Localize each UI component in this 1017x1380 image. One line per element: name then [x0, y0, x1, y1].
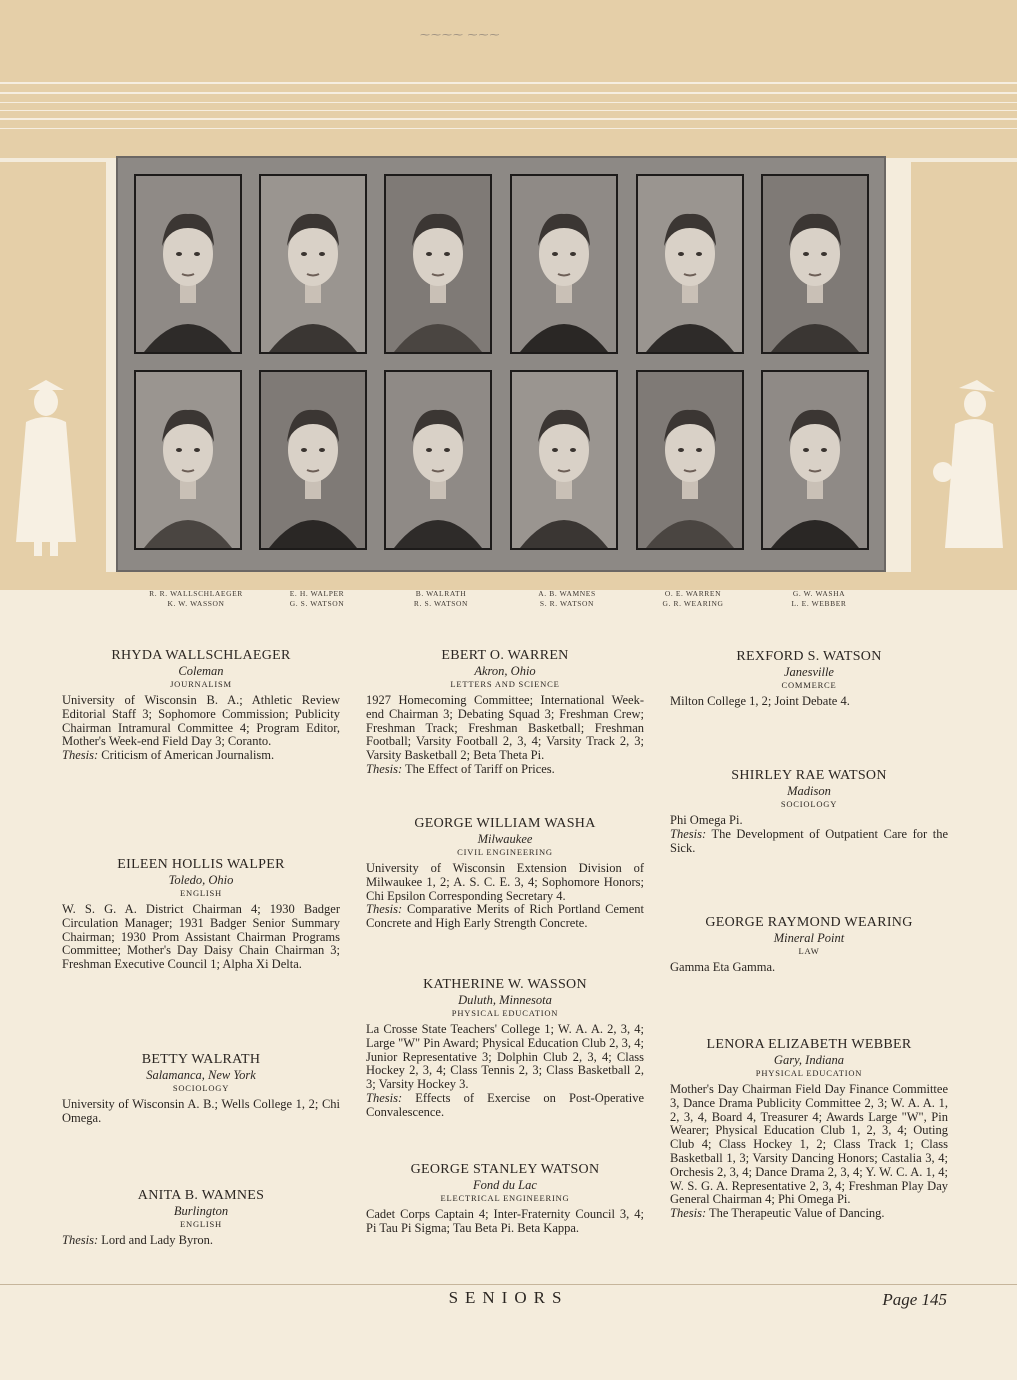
senior-entry	[62, 648, 340, 763]
hometown: Mineral Point	[773, 931, 845, 945]
thesis-label: Thesis:	[670, 1206, 707, 1221]
hometown: Salamanca, New York	[146, 1068, 256, 1082]
thesis-label: Thesis:	[670, 826, 707, 841]
senior-entry	[62, 1052, 340, 1126]
senior-entry	[62, 1188, 340, 1248]
activities-text	[366, 1023, 644, 1120]
senior-entry	[366, 648, 644, 777]
senior-entry	[366, 816, 644, 931]
activities-text	[62, 903, 340, 972]
senior-entry	[670, 915, 948, 975]
portrait-photo	[384, 370, 492, 550]
hometown: Duluth, Minnesota	[458, 993, 552, 1007]
department: PHYSICAL EDUCATION	[451, 1008, 559, 1018]
senior-name: GEORGE RAYMOND WEARING	[705, 915, 913, 930]
activities-text	[62, 1234, 340, 1248]
photo-captions	[0, 589, 1017, 613]
caption-pair: O. E. WARREN G. R. WEARING	[662, 589, 724, 608]
hometown: Madison	[787, 784, 831, 798]
hometown: Coleman	[178, 664, 224, 678]
activities-text	[670, 695, 948, 709]
portrait-photo	[761, 370, 869, 550]
photo-base-band	[0, 572, 1017, 590]
department: SOCIOLOGY	[172, 1083, 230, 1093]
thesis-label: Thesis:	[62, 748, 99, 763]
portrait-photo	[510, 370, 618, 550]
thesis-label: Thesis:	[366, 761, 403, 776]
department: PHYSICAL EDUCATION	[755, 1068, 863, 1078]
activities-text	[62, 694, 340, 763]
senior-name: EBERT O. WARREN	[441, 648, 569, 663]
thesis-title: Criticism of American Journalism.	[101, 748, 275, 763]
hometown: Milwaukee	[477, 832, 533, 846]
caption-pair: B. WALRATH R. S. WATSON	[413, 589, 469, 608]
portrait-photo	[134, 174, 242, 354]
caption-pair: A. B. WAMNES S. R. WATSON	[538, 589, 596, 608]
activities-text	[366, 694, 644, 777]
activities: Milton College 1, 2; Joint Debate 4.	[670, 694, 850, 708]
activities-text	[62, 1098, 340, 1126]
senior-entry	[670, 649, 948, 709]
department: ELECTRICAL ENGINEERING	[440, 1193, 570, 1203]
activities: W. S. G. A. District Chairman 4; 1930 Badger Circulation Manager; 1931 Badger Senior Summary Chairman; 1930 Prom Assistant Chairman Programs Committee; Mother's Day Daisy Chain Chairman 3; Freshman Executive Council 1; Alpha Xi Delta.	[62, 902, 340, 972]
senior-entry	[670, 1037, 948, 1221]
portrait-photo	[134, 370, 242, 550]
graduate-figure-icon	[6, 362, 86, 562]
senior-name: GEORGE STANLEY WATSON	[410, 1162, 600, 1177]
department: LETTERS AND SCIENCE	[450, 679, 560, 689]
thesis-title: Comparative Merits of Rich Portland Cement Concrete and High Early Strength Concrete.	[366, 902, 644, 931]
thesis-label: Thesis:	[62, 1233, 99, 1247]
smudge-mark: ⁓⁓⁓⁓ ⁓⁓⁓	[420, 30, 501, 41]
activities: University of Wisconsin A. B.; Wells College 1, 2; Chi Omega.	[62, 1097, 340, 1125]
department: SOCIOLOGY	[780, 799, 838, 809]
activities: Mother's Day Chairman Field Day Finance Committee 3, Dance Drama Publicity Committee 2, 3; W. A. A. 1, 2, 3, 4, Board 4, Treasurer 4; Awards Large "W", Pin Wearer; Physical Education Club 1, 2, 3, 4; Outing Club 4; Class Hockey 1, 2; Class Track 1; Class Basketball 1, 3; Varsity Dancing Honors; Castalia 3, 4; Orchesis 2, 3, 4; Dance Drama 2, 3, 4; Y. W. C. A. 1, 4; W. S. G. A. Representative 2, 3, 4; Freshman Play Day General Chairman 4; Phi Omega Pi.	[670, 1082, 948, 1207]
activities-text	[366, 1208, 644, 1236]
section-title: SENIORS	[448, 1288, 569, 1307]
senior-name: EILEEN HOLLIS WALPER	[117, 857, 285, 872]
activities: 1927 Homecoming Committee; International Week-end Chairman 3; Debating Squad 3; Freshman Crew; Freshman Track; Freshman Basketball; Freshman Football; Varsity Football 2, 3, 4; Varsity Track 2, 3; Varsity Basketball 2; Beta Theta Pi.	[366, 693, 644, 763]
activities-text	[670, 1083, 948, 1221]
portrait-photo	[259, 370, 367, 550]
thesis-title: The Effect of Tariff on Prices.	[405, 761, 555, 776]
activities: Phi Omega Pi.	[670, 813, 743, 827]
activities: Cadet Corps Captain 4; Inter-Fraternity Council 3, 4; Pi Tau Pi Sigma; Tau Beta Pi. Beta Kappa.	[366, 1207, 644, 1235]
graduate-figure-icon	[931, 362, 1011, 562]
senior-name: REXFORD S. WATSON	[736, 649, 882, 664]
thesis-label: Thesis:	[366, 902, 403, 917]
senior-name: ANITA B. WAMNES	[137, 1188, 265, 1203]
senior-name: BETTY WALRATH	[141, 1052, 261, 1067]
portrait-photo	[636, 174, 744, 354]
thesis-title: The Development of Outpatient Care for the Sick.	[670, 826, 948, 855]
portrait-grid	[116, 156, 886, 572]
thesis-title: The Therapeutic Value of Dancing.	[709, 1206, 885, 1221]
senior-entry	[366, 1162, 644, 1236]
left-side-panel	[0, 162, 106, 572]
footer-rule	[0, 1284, 1017, 1285]
activities: University of Wisconsin Extension Division of Milwaukee 1, 2; A. S. C. E. 3, 4; Sophomore Honors; Chi Epsilon Corresponding Secretary 4.	[366, 861, 644, 903]
senior-name: RHYDA WALLSCHLAEGER	[111, 648, 291, 663]
hometown: Gary, Indiana	[773, 1053, 845, 1067]
thesis-title: Effects of Exercise on Post-Operative Convalescence.	[366, 1090, 644, 1119]
portrait-photo	[636, 370, 744, 550]
header-band	[0, 0, 1017, 158]
page-number: Page 145	[882, 1290, 947, 1309]
thesis-title: Lord and Lady Byron.	[101, 1233, 214, 1247]
senior-name: SHIRLEY RAE WATSON	[731, 768, 887, 783]
department: COMMERCE	[781, 680, 837, 690]
senior-entry	[62, 857, 340, 972]
activities-text	[670, 961, 948, 975]
header-stripes	[0, 82, 1017, 136]
hometown: Toledo, Ohio	[168, 873, 234, 887]
senior-name: KATHERINE W. WASSON	[423, 977, 587, 992]
thesis-label: Thesis:	[366, 1090, 403, 1105]
department: ENGLISH	[180, 1219, 222, 1229]
right-side-panel	[911, 162, 1017, 572]
caption-pair: G. W. WASHA L. E. WEBBER	[791, 589, 847, 608]
activities-text	[366, 862, 644, 931]
department: CIVIL ENGINEERING	[457, 847, 553, 857]
department: JOURNALISM	[170, 679, 232, 689]
activities: La Crosse State Teachers' College 1; W. A. A. 2, 3, 4; Large "W" Pin Award; Physical Education Club 2, 3, 4; Junior Representative 3; Dolphin Club 2, 3, 4; Class Hockey 2, 3, 4; Class Tennis 2, 3; Class Basketball 2, 3; Varsity Hockey 3.	[366, 1022, 644, 1092]
activities: University of Wisconsin B. A.; Athletic Review Editorial Staff 3; Sophomore Commission; Publicity Chairman Intramural Committee 4; Program Editor, Mother's Week-end Field Day 3; Coranto.	[62, 693, 340, 749]
senior-entry	[366, 977, 644, 1120]
department: LAW	[798, 946, 820, 956]
portrait-photo	[384, 174, 492, 354]
senior-name: GEORGE WILLIAM WASHA	[414, 816, 596, 831]
senior-name: LENORA ELIZABETH WEBBER	[706, 1037, 912, 1052]
hometown: Fond du Lac	[473, 1178, 537, 1192]
hometown: Burlington	[173, 1204, 229, 1218]
activities-text	[670, 814, 948, 855]
caption-pair: E. H. WALPER G. S. WATSON	[289, 589, 345, 608]
portrait-photo	[510, 174, 618, 354]
department: ENGLISH	[180, 888, 222, 898]
portrait-photo	[259, 174, 367, 354]
portrait-photo	[761, 174, 869, 354]
senior-entry	[670, 768, 948, 855]
hometown: Janesville	[784, 665, 834, 679]
activities: Gamma Eta Gamma.	[670, 960, 776, 974]
hometown: Akron, Ohio	[474, 664, 536, 678]
caption-pair: R. R. WALLSCHLAEGER K. W. WASSON	[149, 589, 243, 608]
